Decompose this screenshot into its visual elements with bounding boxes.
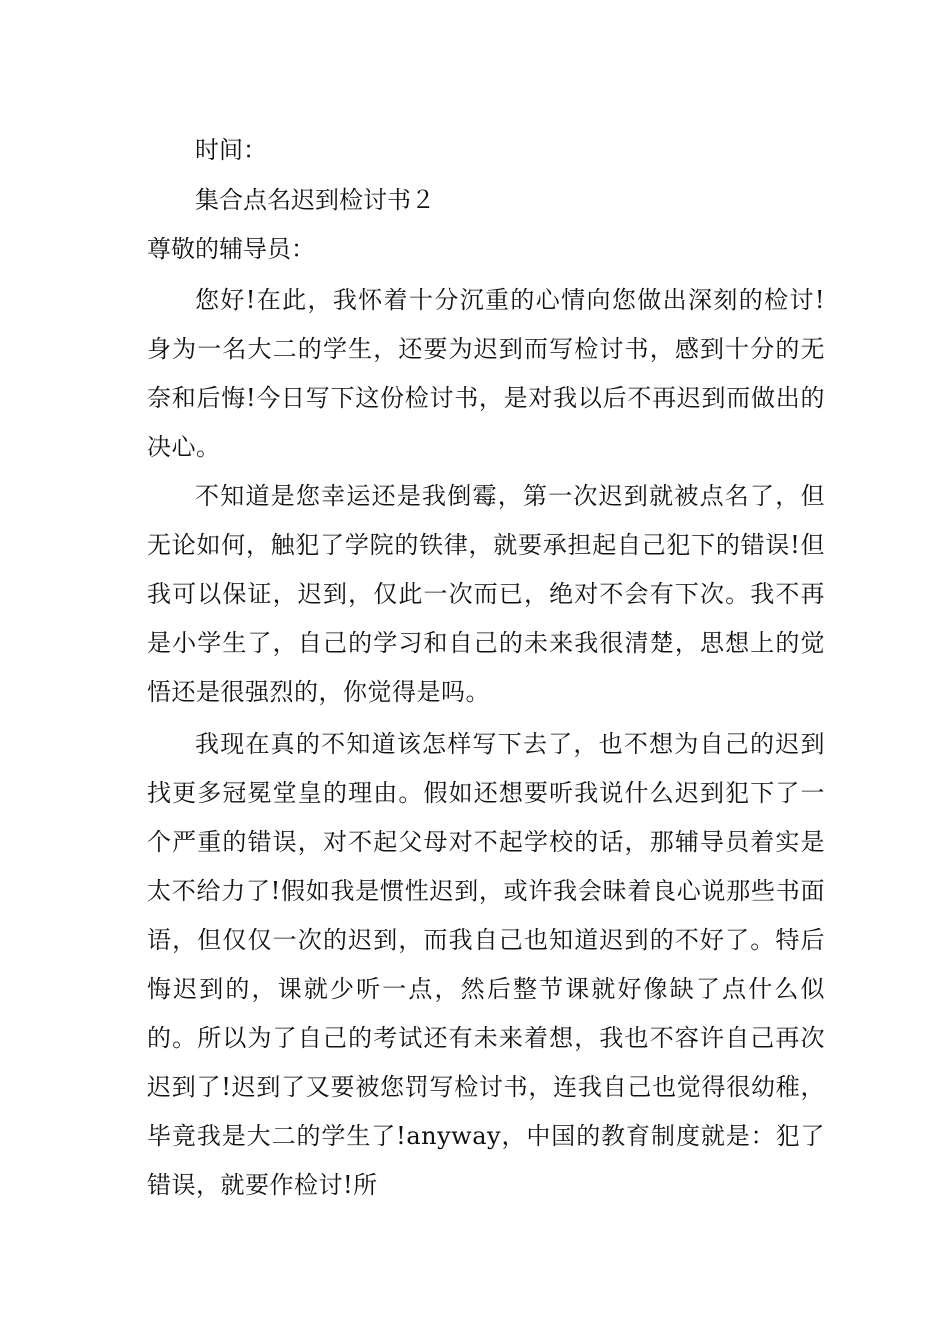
paragraph-text: 不知道是您幸运还是我倒霉，第一次迟到就被点名了，但无论如何，触犯了学院的铁律，就要承担起自己犯下的错误!但我可以保证，迟到，仅此一次而已，绝对不会有下次。我不再是小学生了，自己的学习和自己的未来我很清楚，思想上的觉悟还是很强烈的，你觉得是吗。 [147, 482, 825, 706]
paragraph-text: 您好!在此，我怀着十分沉重的心情向您做出深刻的检讨!身为一名大二的学生，还要为迟到而写检讨书，感到十分的无奈和后悔!今日写下这份检讨书，是对我以后不再迟到而做出的决心。 [147, 286, 825, 461]
time-label: 时间： [195, 136, 267, 164]
paragraph-1 [147, 276, 825, 472]
document-title: 集合点名迟到检讨书２ [195, 186, 435, 214]
salutation: 尊敬的辅导员： [147, 235, 315, 263]
paragraph-2 [147, 472, 825, 717]
paragraph-3 [147, 720, 825, 1210]
paragraph-text: 我现在真的不知道该怎样写下去了，也不想为自己的迟到找更多冠冕堂皇的理由。假如还想要听我说什么迟到犯下了一个严重的错误，对不起父母对不起学校的话，那辅导员着实是太不给力了!假如我是惯性迟到，或许我会昧着良心说那些书面语，但仅仅一次的迟到，而我自己也知道迟到的不好了。特后悔迟到的，课就少听一点，然后整节课就好像缺了点什么似的。所以为了自己的考试还有未来着想，我也不容许自己再次迟到了!迟到了又要被您罚写检讨书，连我自己也觉得很幼稚，毕竟我是大二的学生了!anyway，中国的教育制度就是：犯了错误，就要作检讨!所 [147, 730, 825, 1199]
